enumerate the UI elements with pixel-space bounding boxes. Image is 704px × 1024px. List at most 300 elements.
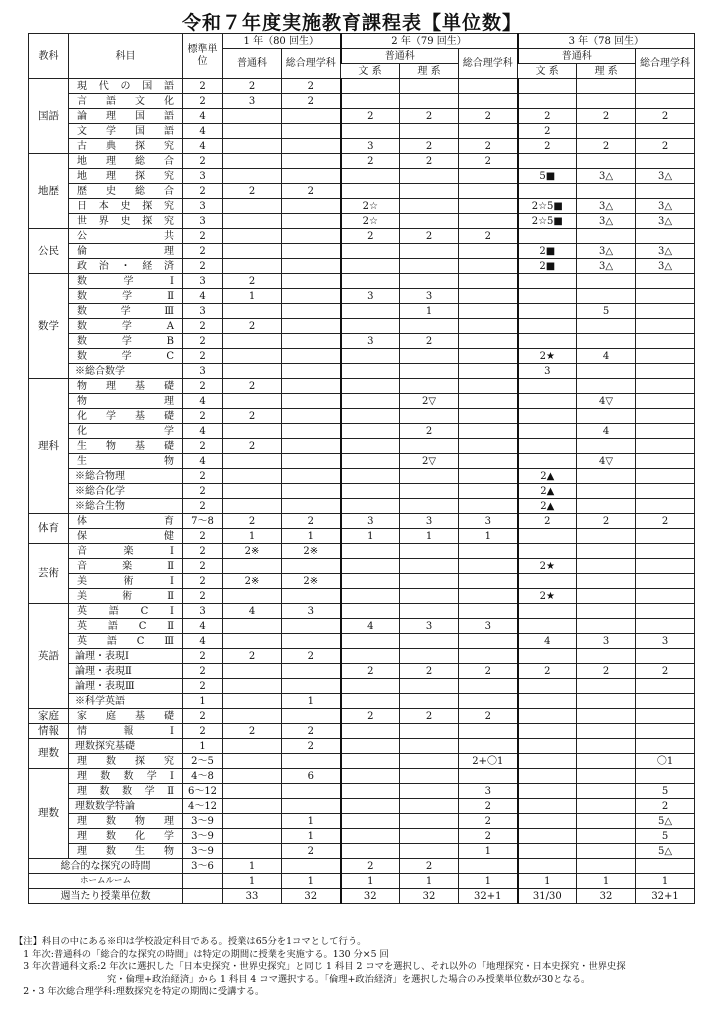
standard-units-cell: 2 (183, 709, 223, 724)
table-row (29, 664, 695, 679)
unit-cell (223, 799, 282, 814)
unit-cell (282, 154, 341, 169)
unit-cell (636, 424, 695, 439)
unit-cell: 2 (400, 664, 459, 679)
standard-units-cell: 3 (183, 214, 223, 229)
standard-units-cell: 3〜9 (183, 814, 223, 829)
table-row (29, 814, 695, 829)
unit-cell: 2 (518, 514, 577, 529)
standard-units-cell (183, 874, 223, 889)
unit-cell (282, 469, 341, 484)
table-row (29, 694, 695, 709)
unit-cell (518, 769, 577, 784)
unit-cell (636, 349, 695, 364)
standard-units-cell: 2 (183, 184, 223, 199)
unit-cell (518, 754, 577, 769)
unit-cell (400, 499, 459, 514)
unit-cell (459, 454, 518, 469)
unit-cell (577, 574, 636, 589)
standard-units-cell: 2 (183, 259, 223, 274)
unit-cell (518, 394, 577, 409)
subject-cell: 歴史総合 (69, 184, 183, 199)
unit-cell (341, 304, 400, 319)
unit-cell (223, 394, 282, 409)
unit-cell: 2▲ (518, 484, 577, 499)
unit-cell (518, 289, 577, 304)
unit-cell (223, 694, 282, 709)
unit-cell (636, 499, 695, 514)
table-row (29, 499, 695, 514)
unit-cell: 5 (636, 784, 695, 799)
unit-cell: 3 (400, 514, 459, 529)
unit-cell: 3 (341, 514, 400, 529)
unit-cell: 5■ (518, 169, 577, 184)
header-y2-general: 普通科 (341, 49, 459, 64)
unit-cell (282, 214, 341, 229)
unit-cell (459, 79, 518, 94)
subject-area-cell: 芸術 (29, 544, 69, 604)
standard-units-cell: 4〜8 (183, 769, 223, 784)
subject-cell: 保健 (69, 529, 183, 544)
unit-cell (518, 79, 577, 94)
unit-cell: 2 (341, 664, 400, 679)
unit-cell (341, 454, 400, 469)
unit-cell: 32+1 (636, 889, 695, 904)
unit-cell (636, 229, 695, 244)
subject-cell: 古典探究 (69, 139, 183, 154)
standard-units-cell: 2〜5 (183, 754, 223, 769)
standard-units-cell: 2 (183, 649, 223, 664)
unit-cell (341, 259, 400, 274)
unit-cell (577, 604, 636, 619)
table-row (29, 544, 695, 559)
unit-cell: 2 (400, 709, 459, 724)
unit-cell (636, 124, 695, 139)
unit-cell (636, 454, 695, 469)
subject-area-cell: 理数 (29, 739, 69, 769)
table-row (29, 304, 695, 319)
unit-cell (459, 379, 518, 394)
table-row (29, 199, 695, 214)
unit-cell: 3△ (577, 169, 636, 184)
unit-cell (341, 169, 400, 184)
table-row (29, 799, 695, 814)
unit-cell (341, 319, 400, 334)
table-row (29, 679, 695, 694)
header-subject-area: 教科 (29, 34, 69, 79)
unit-cell: 3 (223, 94, 282, 109)
subject-cell: 生物 (69, 454, 183, 469)
unit-cell (223, 454, 282, 469)
unit-cell: 2+〇1 (459, 754, 518, 769)
unit-cell (341, 814, 400, 829)
unit-cell: 2☆5■ (518, 214, 577, 229)
unit-cell (282, 169, 341, 184)
unit-cell (223, 679, 282, 694)
unit-cell (577, 439, 636, 454)
standard-units-cell: 2 (183, 349, 223, 364)
unit-cell (223, 154, 282, 169)
unit-cell (518, 859, 577, 874)
unit-cell: 2☆ (341, 199, 400, 214)
table-row (29, 334, 695, 349)
unit-cell (636, 289, 695, 304)
subject-cell: 世界史探究 (69, 214, 183, 229)
table-row (29, 289, 695, 304)
unit-cell (223, 169, 282, 184)
unit-cell: 2 (518, 139, 577, 154)
unit-cell (459, 349, 518, 364)
unit-cell (341, 769, 400, 784)
standard-units-cell: 4 (183, 619, 223, 634)
unit-cell (400, 799, 459, 814)
subject-cell: ※総合生物 (69, 499, 183, 514)
unit-cell (518, 604, 577, 619)
unit-cell (636, 709, 695, 724)
unit-cell (577, 469, 636, 484)
header-standard-units: 標準単位 (183, 34, 223, 79)
unit-cell: 3 (518, 364, 577, 379)
header-y2-science: 理 系 (400, 64, 459, 79)
table-row (29, 424, 695, 439)
unit-cell: 5 (577, 304, 636, 319)
unit-cell (636, 439, 695, 454)
unit-cell (577, 409, 636, 424)
unit-cell (282, 364, 341, 379)
unit-cell (400, 379, 459, 394)
unit-cell (282, 379, 341, 394)
unit-cell (636, 79, 695, 94)
unit-cell (223, 484, 282, 499)
unit-cell (577, 739, 636, 754)
unit-cell: 2 (223, 649, 282, 664)
unit-cell: 31/30 (518, 889, 577, 904)
header-y3-general: 普通科 (518, 49, 636, 64)
standard-units-cell: 7〜8 (183, 514, 223, 529)
unit-cell (577, 694, 636, 709)
unit-cell: 2 (282, 184, 341, 199)
table-row (29, 229, 695, 244)
unit-cell: 1 (282, 874, 341, 889)
unit-cell (223, 334, 282, 349)
table-row (29, 514, 695, 529)
subject-cell: 美術Ⅱ (69, 589, 183, 604)
unit-cell (400, 364, 459, 379)
standard-units-cell: 1 (183, 694, 223, 709)
unit-cell (223, 709, 282, 724)
unit-cell (341, 439, 400, 454)
unit-cell (282, 454, 341, 469)
unit-cell (459, 649, 518, 664)
unit-cell: 5△ (636, 844, 695, 859)
unit-cell: 2 (400, 229, 459, 244)
unit-cell (577, 589, 636, 604)
unit-cell (636, 94, 695, 109)
unit-cell (636, 724, 695, 739)
unit-cell: 2 (282, 79, 341, 94)
subject-cell: 公共 (69, 229, 183, 244)
unit-cell (400, 649, 459, 664)
unit-cell: 1 (282, 829, 341, 844)
unit-cell: 1 (400, 304, 459, 319)
subject-cell: 言語文化 (69, 94, 183, 109)
standard-units-cell: 2 (183, 574, 223, 589)
unit-cell (459, 304, 518, 319)
unit-cell: 3△ (577, 244, 636, 259)
subject-cell: 家庭基礎 (69, 709, 183, 724)
unit-cell: 3 (400, 619, 459, 634)
unit-cell: 1 (341, 874, 400, 889)
unit-cell: 2 (636, 799, 695, 814)
unit-cell (341, 784, 400, 799)
table-row (29, 769, 695, 784)
unit-cell (400, 274, 459, 289)
subject-cell: 理数数学Ⅱ (69, 784, 183, 799)
unit-cell: 4 (223, 604, 282, 619)
standard-units-cell: 2 (183, 469, 223, 484)
subject-area-cell: 公民 (29, 229, 69, 274)
unit-cell (341, 829, 400, 844)
unit-cell: 3 (636, 634, 695, 649)
unit-cell: 1 (636, 874, 695, 889)
unit-cell: 32 (341, 889, 400, 904)
unit-cell (223, 634, 282, 649)
header-subject: 科目 (69, 34, 183, 79)
subject-cell: 美術Ⅰ (69, 574, 183, 589)
unit-cell (459, 724, 518, 739)
unit-cell (518, 529, 577, 544)
unit-cell (400, 244, 459, 259)
unit-cell (459, 559, 518, 574)
table-row (29, 754, 695, 769)
unit-cell (223, 754, 282, 769)
unit-cell: 2 (223, 379, 282, 394)
unit-cell (282, 349, 341, 364)
unit-cell (459, 499, 518, 514)
unit-cell (459, 424, 518, 439)
standard-units-cell: 1 (183, 739, 223, 754)
table-row (29, 319, 695, 334)
unit-cell (577, 79, 636, 94)
subject-cell: 理数物理 (69, 814, 183, 829)
unit-cell (341, 469, 400, 484)
unit-cell: 2 (282, 514, 341, 529)
subject-cell: ※総合化学 (69, 484, 183, 499)
standard-units-cell: 2 (183, 724, 223, 739)
unit-cell (577, 784, 636, 799)
unit-cell (223, 589, 282, 604)
header-y3-science-comprehensive: 総合理学科 (636, 49, 695, 79)
unit-cell (223, 229, 282, 244)
unit-cell (282, 784, 341, 799)
unit-cell (577, 724, 636, 739)
unit-cell: 2 (636, 139, 695, 154)
unit-cell (636, 589, 695, 604)
unit-cell: 3 (400, 289, 459, 304)
standard-units-cell: 2 (183, 409, 223, 424)
table-row (29, 604, 695, 619)
table-row (29, 409, 695, 424)
subject-cell: 生物基礎 (69, 439, 183, 454)
unit-cell (282, 619, 341, 634)
standard-units-cell: 4 (183, 109, 223, 124)
unit-cell: 1 (282, 694, 341, 709)
standard-units-cell: 2 (183, 529, 223, 544)
subject-area-cell: 家庭 (29, 709, 69, 724)
header-y1-science-comprehensive: 総合理学科 (282, 49, 341, 79)
header-year3: 3 年（78 回生） (518, 34, 695, 49)
standard-units-cell: 2 (183, 544, 223, 559)
unit-cell (282, 664, 341, 679)
unit-cell (577, 289, 636, 304)
standard-units-cell: 2 (183, 94, 223, 109)
unit-cell (341, 544, 400, 559)
standard-units-cell: 2 (183, 499, 223, 514)
unit-cell (282, 394, 341, 409)
unit-cell (577, 649, 636, 664)
unit-cell (518, 334, 577, 349)
subject-area-cell: 情報 (29, 724, 69, 739)
footnote: 3 年次普通科文系:2 年次に選択した「日本史探究・世界史探究」と同じ 1 科目 2 コマを選択し、それ以外の「地理探究・日本史探究・世界史探 (14, 961, 626, 973)
unit-cell: 2 (459, 799, 518, 814)
standard-units-cell: 6〜12 (183, 784, 223, 799)
unit-cell (518, 379, 577, 394)
unit-cell (400, 349, 459, 364)
standard-units-cell: 4 (183, 394, 223, 409)
unit-cell (400, 544, 459, 559)
unit-cell (400, 409, 459, 424)
unit-cell (459, 574, 518, 589)
unit-cell: 2 (518, 124, 577, 139)
table-row (29, 139, 695, 154)
header-y3-science: 理 系 (577, 64, 636, 79)
unit-cell (577, 184, 636, 199)
unit-cell (518, 544, 577, 559)
unit-cell (577, 619, 636, 634)
unit-cell (223, 844, 282, 859)
subject-area-cell: 数学 (29, 274, 69, 379)
unit-cell (518, 184, 577, 199)
unit-cell: 2★ (518, 589, 577, 604)
subject-cell: 政治・経済 (69, 259, 183, 274)
unit-cell: 2 (577, 109, 636, 124)
subject-cell: 理数探究 (69, 754, 183, 769)
unit-cell (282, 559, 341, 574)
unit-cell: 3 (577, 634, 636, 649)
unit-cell (636, 319, 695, 334)
unit-cell (459, 634, 518, 649)
table-row (29, 469, 695, 484)
table-row (29, 634, 695, 649)
unit-cell (577, 544, 636, 559)
standard-units-cell: 4 (183, 634, 223, 649)
header-year1: 1 年（80 回生） (223, 34, 341, 49)
unit-cell: 4 (518, 634, 577, 649)
unit-cell: 5 (636, 829, 695, 844)
subject-cell: 英語CⅢ (69, 634, 183, 649)
unit-cell (518, 799, 577, 814)
unit-cell: 2 (223, 184, 282, 199)
unit-cell (636, 739, 695, 754)
standard-units-cell: 4 (183, 124, 223, 139)
table-row (29, 724, 695, 739)
unit-cell (577, 274, 636, 289)
unit-cell: 32 (577, 889, 636, 904)
subject-cell: 数学C (69, 349, 183, 364)
unit-cell: 3 (459, 514, 518, 529)
unit-cell (518, 304, 577, 319)
unit-cell (341, 649, 400, 664)
standard-units-cell: 2 (183, 379, 223, 394)
unit-cell (636, 859, 695, 874)
unit-cell (282, 289, 341, 304)
unit-cell: 6 (282, 769, 341, 784)
unit-cell (282, 409, 341, 424)
unit-cell (636, 559, 695, 574)
unit-cell (400, 724, 459, 739)
unit-cell (518, 739, 577, 754)
unit-cell (636, 334, 695, 349)
unit-cell (459, 394, 518, 409)
unit-cell (223, 124, 282, 139)
table-row (29, 844, 695, 859)
unit-cell (636, 679, 695, 694)
unit-cell: 2★ (518, 349, 577, 364)
unit-cell (577, 499, 636, 514)
unit-cell (459, 214, 518, 229)
unit-cell: 3△ (577, 214, 636, 229)
unit-cell: 2 (636, 664, 695, 679)
unit-cell: 32 (400, 889, 459, 904)
unit-cell (459, 184, 518, 199)
unit-cell: 2 (459, 664, 518, 679)
subject-cell: 物理基礎 (69, 379, 183, 394)
unit-cell (577, 319, 636, 334)
unit-cell: 5△ (636, 814, 695, 829)
standard-units-cell: 2 (183, 679, 223, 694)
subject-cell: 数学Ⅲ (69, 304, 183, 319)
unit-cell (223, 349, 282, 364)
table-row (29, 589, 695, 604)
unit-cell (341, 244, 400, 259)
unit-cell (400, 169, 459, 184)
unit-cell: 2 (223, 319, 282, 334)
subject-cell: 論理国語 (69, 109, 183, 124)
unit-cell (636, 154, 695, 169)
unit-cell (282, 244, 341, 259)
unit-cell (459, 409, 518, 424)
unit-cell (518, 439, 577, 454)
table-row (29, 364, 695, 379)
unit-cell: 2 (459, 139, 518, 154)
unit-cell: 3△ (636, 244, 695, 259)
unit-cell: 3△ (636, 169, 695, 184)
unit-cell: 3 (341, 139, 400, 154)
unit-cell (341, 724, 400, 739)
unit-cell: 2■ (518, 244, 577, 259)
unit-cell (282, 319, 341, 334)
unit-cell: 2※ (223, 544, 282, 559)
unit-cell (223, 109, 282, 124)
subject-cell: 論理・表現Ⅰ (69, 649, 183, 664)
unit-cell (341, 754, 400, 769)
unit-cell (282, 439, 341, 454)
unit-cell (459, 544, 518, 559)
subject-cell: 数学Ⅱ (69, 289, 183, 304)
unit-cell (636, 529, 695, 544)
unit-cell: 2 (518, 109, 577, 124)
unit-cell (400, 574, 459, 589)
